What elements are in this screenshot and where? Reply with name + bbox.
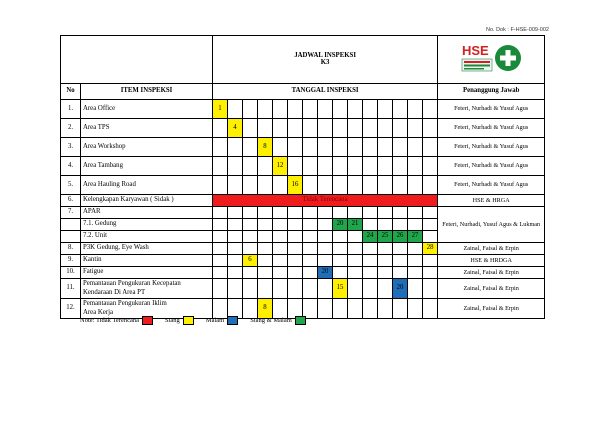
svg-text:HSE: HSE xyxy=(462,43,489,59)
legend-green-swatch xyxy=(295,316,306,325)
row-pj: Zainal, Faisal & Erpin xyxy=(438,243,545,255)
title-line-2: K3 xyxy=(320,58,330,66)
table-row xyxy=(61,157,545,176)
mark-malam: 20 xyxy=(393,279,408,299)
table-row xyxy=(61,243,545,255)
document-title xyxy=(213,36,438,84)
row-item: Kantin xyxy=(81,255,213,267)
mark-tidak-terencana: Tidak Terencana xyxy=(213,195,438,207)
mark-siang: 6 xyxy=(243,255,258,267)
legend-note-label: Note: Tidak Terencana xyxy=(80,317,139,324)
row-item: 7.1. Gedung xyxy=(81,219,213,231)
header-tanggal: TANGGAL INSPEKSI xyxy=(213,84,438,100)
mark-siang: 15 xyxy=(333,279,348,299)
row-pj: Zainal, Faisal & Erpin xyxy=(438,279,545,299)
row-number: 4. xyxy=(61,157,81,176)
legend-tidak-terencana xyxy=(80,316,165,325)
mark-siang: 8 xyxy=(258,299,273,319)
mark-siang: 4 xyxy=(228,119,243,138)
row-item: P3K Gedung, Eye Wash xyxy=(81,243,213,255)
mark-siang-malam: 24 xyxy=(363,231,378,243)
row-pj: Feteri, Nurhadi & Yusuf Agus xyxy=(438,157,545,176)
mark-siang: 16 xyxy=(288,176,303,195)
header-row xyxy=(61,84,545,100)
mark-siang-malam: 20 xyxy=(333,219,348,231)
row-number: 9. xyxy=(61,255,81,267)
title-line-1: JADWAL INSPEKSI xyxy=(294,51,356,59)
row-number: 6. xyxy=(61,195,81,207)
title-blank xyxy=(61,36,213,84)
mark-siang-malam: 26 xyxy=(393,231,408,243)
header-penanggung-jawab: Penanggung Jawab xyxy=(438,84,545,100)
row-number: 12. xyxy=(61,299,81,319)
row-pj: HSE & HRGA xyxy=(438,195,545,207)
hse-logo xyxy=(438,36,545,84)
row-number: 10. xyxy=(61,267,81,279)
row-item-line-2: Kendaraan Di Area PT xyxy=(83,288,146,296)
row-item: Area Hauling Road xyxy=(81,176,213,195)
row-number: 7. xyxy=(61,207,81,219)
hse-logo-icon xyxy=(460,38,522,78)
row-pj: Zainal, Faisal & Erpin xyxy=(438,299,545,319)
row-number: 1. xyxy=(61,100,81,119)
row-pj: Feteri, Nurhadi & Yusuf Agus xyxy=(438,138,545,157)
mark-siang-malam: 21 xyxy=(348,219,363,231)
legend-siang-label: Siang xyxy=(165,317,180,324)
row-number: 11. xyxy=(61,279,81,299)
document-number: No. Dok : F-HSE-009-002 xyxy=(486,27,549,33)
row-item: Area TPS xyxy=(81,119,213,138)
table-row xyxy=(61,138,545,157)
table-row xyxy=(61,100,545,119)
row-number: 3. xyxy=(61,138,81,157)
mark-siang: 8 xyxy=(258,138,273,157)
row-number: 8. xyxy=(61,243,81,255)
header-item: ITEM INSPEKSI xyxy=(81,84,213,100)
row-item: Area Workshop xyxy=(81,138,213,157)
row-item: Fatigue xyxy=(81,267,213,279)
mark-siang: 28 xyxy=(423,243,438,255)
row-item: 7.2. Unit xyxy=(81,231,213,243)
mark-siang: 12 xyxy=(273,157,288,176)
mark-siang: 1 xyxy=(213,100,228,119)
row-pj: Feteri, Nurhadi & Yusuf Agus xyxy=(438,119,545,138)
row-item-line-1: Pemantauan Pengukuran Iklim xyxy=(83,300,167,308)
row-pj: HSE & HRDGA xyxy=(438,255,545,267)
legend-siang-malam xyxy=(250,316,318,325)
row-item: Area Tambang xyxy=(81,157,213,176)
legend-siang-malam-label: Siang & Malam xyxy=(250,317,292,324)
mark-siang-malam: 27 xyxy=(408,231,423,243)
legend-siang xyxy=(165,316,206,325)
legend xyxy=(80,316,318,325)
table-row xyxy=(61,207,545,219)
table-row xyxy=(61,255,545,267)
inspection-schedule-table xyxy=(60,35,545,319)
row-pj: Feteri, Nurhadi & Yusuf Agus xyxy=(438,176,545,195)
row-number: 5. xyxy=(61,176,81,195)
legend-blue-swatch xyxy=(227,316,238,325)
row-item: Area Office xyxy=(81,100,213,119)
legend-malam-label: Malam xyxy=(205,317,225,324)
row-item: APAR xyxy=(81,207,213,219)
legend-red-swatch xyxy=(142,316,153,325)
row-pj: Feteri, Nurhadi, Yusuf Agus & Lukman xyxy=(438,207,545,243)
row-item: Kelengkapan Karyawan ( Sidak ) xyxy=(81,195,213,207)
legend-malam xyxy=(206,316,250,325)
table-row xyxy=(61,279,545,299)
row-number: 2. xyxy=(61,119,81,138)
mark-malam: 20 xyxy=(318,267,333,279)
row-pj: Feteri, Nurhadi & Yusuf Agus xyxy=(438,100,545,119)
row-item-line-1: Pemantauan Pengukuran Kecepatan xyxy=(83,280,181,288)
table-row xyxy=(61,267,545,279)
row-pj: Zainal, Faisal & Erpin xyxy=(438,267,545,279)
row-item xyxy=(81,279,213,299)
table-row xyxy=(61,119,545,138)
title-row xyxy=(61,36,545,84)
header-no: No xyxy=(61,84,81,100)
mark-siang-malam: 25 xyxy=(378,231,393,243)
row-item-line-2: Area Kerja xyxy=(83,308,113,316)
table-row xyxy=(61,176,545,195)
table-row xyxy=(61,195,545,207)
legend-yellow-swatch xyxy=(183,316,194,325)
